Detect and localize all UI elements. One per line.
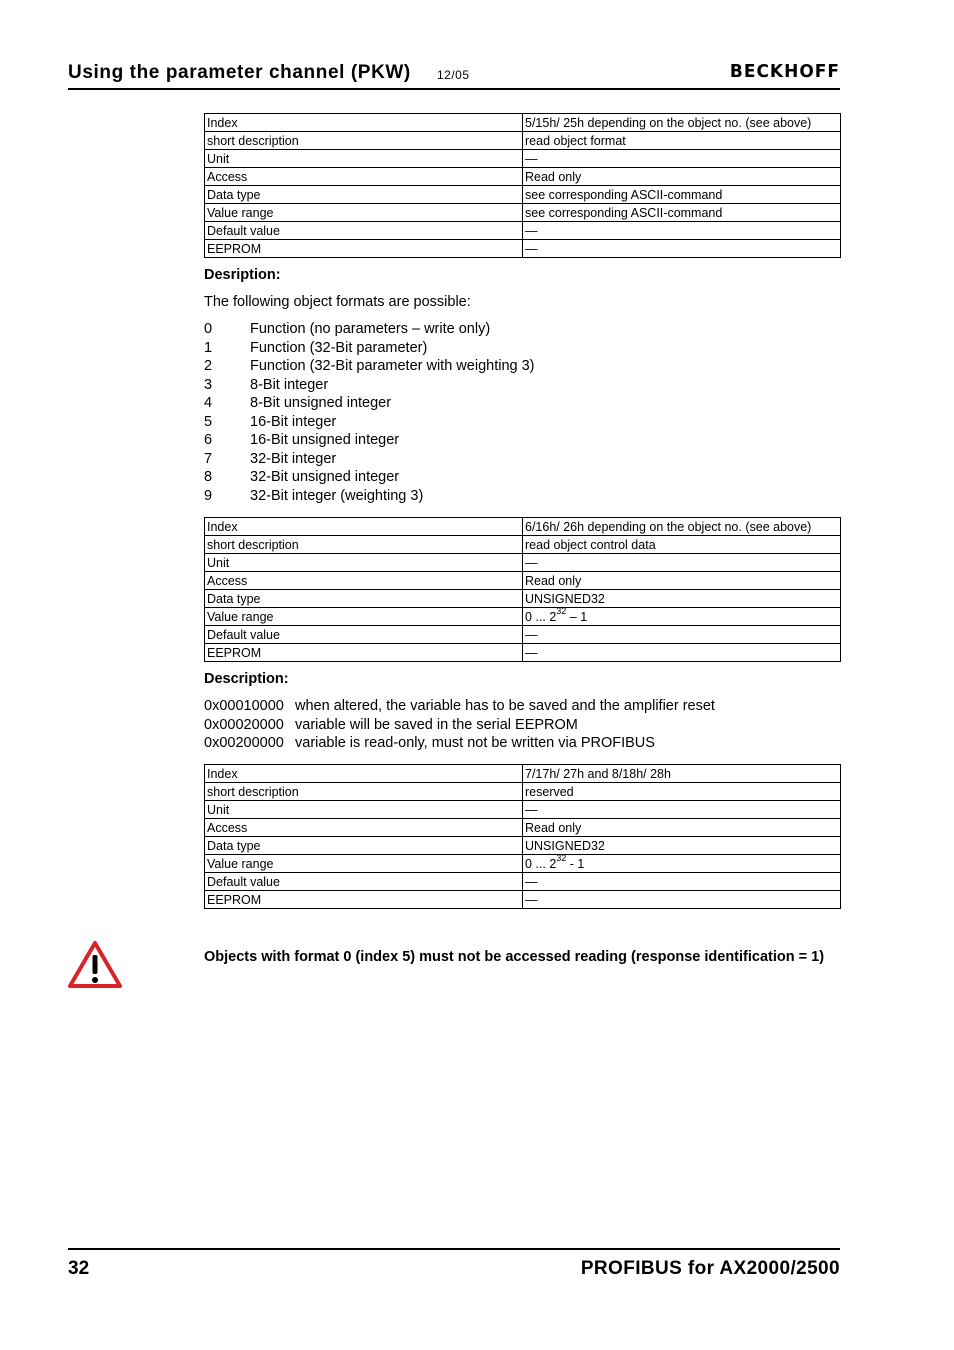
property-name: short description <box>205 536 523 554</box>
table-row <box>205 855 841 873</box>
property-value: — <box>523 554 841 572</box>
table-row <box>205 765 841 783</box>
list-item-text: variable will be saved in the serial EEPROM <box>295 716 578 733</box>
property-value: Read only <box>523 168 841 186</box>
property-name: Data type <box>205 590 523 608</box>
table-row <box>205 819 841 837</box>
page-footer <box>68 1248 840 1280</box>
list-item-code: 0x00200000 <box>204 735 284 751</box>
control-flags-list <box>204 697 764 753</box>
table-row <box>205 222 841 240</box>
range-suffix: - 1 <box>566 856 585 871</box>
table-row <box>205 132 841 150</box>
range-exponent: 32 <box>556 854 567 864</box>
property-name: Index <box>205 765 523 783</box>
property-value: Read only <box>523 572 841 590</box>
property-value: — <box>523 644 841 662</box>
property-value <box>523 608 841 626</box>
list-item-text: 8-Bit integer <box>250 376 329 393</box>
table-row <box>205 240 841 258</box>
list-item <box>204 450 764 469</box>
property-value: 6/16h/ 26h depending on the object no. (see above) <box>523 518 841 536</box>
table-row <box>205 204 841 222</box>
property-value: UNSIGNED32 <box>523 590 841 608</box>
property-name: EEPROM <box>205 891 523 909</box>
property-name: Unit <box>205 554 523 572</box>
table-row <box>205 801 841 819</box>
list-item-text: 32-Bit integer <box>250 450 337 467</box>
list-item <box>204 431 764 450</box>
list-item <box>204 468 764 487</box>
property-name: Unit <box>205 150 523 168</box>
property-name: Data type <box>205 837 523 855</box>
property-value: see corresponding ASCII-command <box>523 186 841 204</box>
property-name: Default value <box>205 626 523 644</box>
property-value: UNSIGNED32 <box>523 837 841 855</box>
list-item-text: 32-Bit unsigned integer <box>250 469 400 485</box>
property-value: — <box>523 150 841 168</box>
property-value: 7/17h/ 27h and 8/18h/ 28h <box>523 765 841 783</box>
list-item-code: 1 <box>204 339 213 356</box>
property-name: Value range <box>205 204 523 222</box>
list-item-text: 8-Bit unsigned integer <box>250 395 392 411</box>
property-name: Value range <box>205 855 523 873</box>
object-control-table <box>204 517 841 662</box>
document-title: PROFIBUS for AX2000/2500 <box>580 1258 840 1279</box>
list-item <box>204 320 764 339</box>
property-name: EEPROM <box>205 644 523 662</box>
list-item <box>204 413 764 432</box>
range-base: 0 ... 2 <box>525 856 557 871</box>
table-row <box>205 783 841 801</box>
property-value: read object format <box>523 132 841 150</box>
list-item-code: 0 <box>204 321 213 337</box>
table-row <box>205 626 841 644</box>
table-row <box>205 608 841 626</box>
property-value: — <box>523 240 841 258</box>
table-row <box>205 891 841 909</box>
list-item-text: 32-Bit integer (weighting 3) <box>250 487 424 504</box>
property-name: Access <box>205 168 523 186</box>
brand-logo: BECKHOFF <box>729 61 840 83</box>
table-row <box>205 536 841 554</box>
list-item-code: 7 <box>204 450 213 467</box>
property-name: Value range <box>205 608 523 626</box>
table-row <box>205 644 841 662</box>
reserved-object-table <box>204 764 841 909</box>
table-row <box>205 837 841 855</box>
object-formats-list <box>204 320 764 505</box>
list-item-text: Function (32-Bit parameter with weighting 3) <box>250 358 535 374</box>
property-value: — <box>523 626 841 644</box>
range-base: 0 ... 2 <box>525 609 557 624</box>
list-item-code: 0x00010000 <box>204 698 284 714</box>
list-item-text: when altered, the variable has to be saved and the amplifier reset <box>295 698 715 714</box>
property-name: EEPROM <box>205 240 523 258</box>
edition-date: 12/05 <box>437 68 470 82</box>
property-value: — <box>523 891 841 909</box>
object-format-table <box>204 113 841 258</box>
property-name: Index <box>205 114 523 132</box>
property-name: Unit <box>205 801 523 819</box>
property-value: — <box>523 801 841 819</box>
list-item <box>204 487 764 506</box>
list-item <box>204 734 764 753</box>
list-item-code: 5 <box>204 413 213 430</box>
property-name: short description <box>205 783 523 801</box>
list-item-text: Function (no parameters – write only) <box>250 321 491 337</box>
property-name: Access <box>205 572 523 590</box>
property-name: Default value <box>205 222 523 240</box>
list-item <box>204 716 764 735</box>
list-item-code: 6 <box>204 432 213 448</box>
list-item-code: 0x00020000 <box>204 716 284 733</box>
property-value: — <box>523 873 841 891</box>
range-exponent: 32 <box>556 607 567 617</box>
property-value: see corresponding ASCII-command <box>523 204 841 222</box>
warning-text: Objects with format 0 (index 5) must not be accessed reading (response identification = 1) <box>204 949 825 965</box>
table-row <box>205 168 841 186</box>
property-value: — <box>523 222 841 240</box>
property-name: Data type <box>205 186 523 204</box>
property-name: Default value <box>205 873 523 891</box>
table-row <box>205 554 841 572</box>
warning-triangle-icon <box>68 940 122 988</box>
list-item-text: Function (32-Bit parameter) <box>250 339 428 356</box>
table-row <box>205 114 841 132</box>
list-item-code: 4 <box>204 395 213 411</box>
property-value: 5/15h/ 25h depending on the object no. (see above) <box>523 114 841 132</box>
list-item <box>204 339 764 358</box>
list-item-code: 2 <box>204 358 213 374</box>
table-row <box>205 518 841 536</box>
property-value: read object control data <box>523 536 841 554</box>
table-row <box>205 150 841 168</box>
list-item <box>204 394 764 413</box>
property-name: short description <box>205 132 523 150</box>
list-item-text: 16-Bit integer <box>250 413 337 430</box>
page-number: 32 <box>68 1258 90 1279</box>
page-header <box>68 62 840 90</box>
list-item-text: variable is read-only, must not be written via PROFIBUS <box>295 735 655 751</box>
property-value: reserved <box>523 783 841 801</box>
table-row <box>205 873 841 891</box>
list-item-code: 3 <box>204 376 213 393</box>
description-heading-2: Description: <box>204 671 289 687</box>
table-row <box>205 186 841 204</box>
property-name: Access <box>205 819 523 837</box>
list-item-code: 8 <box>204 469 213 485</box>
table-row <box>205 572 841 590</box>
table-row <box>205 590 841 608</box>
list-item <box>204 357 764 376</box>
list-item-text: 16-Bit unsigned integer <box>250 432 400 448</box>
range-suffix: – 1 <box>566 609 588 624</box>
list-item <box>204 697 764 716</box>
property-name: Index <box>205 518 523 536</box>
formats-intro: The following object formats are possible: <box>204 294 471 310</box>
property-value: Read only <box>523 819 841 837</box>
list-item-code: 9 <box>204 487 213 504</box>
section-title: Using the parameter channel (PKW) <box>68 62 411 83</box>
property-value <box>523 855 841 873</box>
description-heading-1: Desription: <box>204 267 281 283</box>
list-item <box>204 376 764 395</box>
